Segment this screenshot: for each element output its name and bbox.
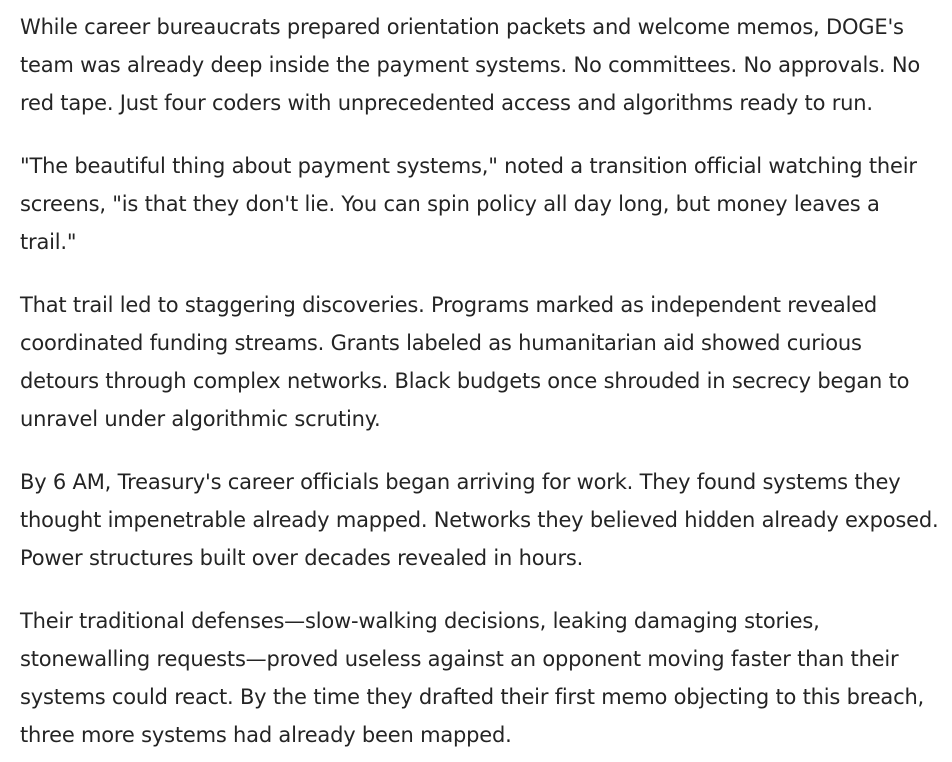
paragraph-3: That trail led to staggering discoveries. Programs marked as independent revealed coordinated funding streams. Grants labeled as humanitarian aid showed curious detours through complex networks. Black budgets once shrouded in secrecy began to unravel under algorithmic scrutiny. (20, 293, 910, 431)
paragraph-2: "The beautiful thing about payment systems," noted a transition official watching their screens, "is that they don't lie. You can spin policy all day long, but money leaves a trail." (20, 154, 917, 254)
paragraph-5: Their traditional defenses—slow-walking decisions, leaking damaging stories, stonewalling requests—proved useless against an opponent moving faster than their systems could react. By the time they drafted their first memo objecting to this breach, three more systems had already been mapped. (20, 609, 925, 747)
paragraph-1: While career bureaucrats prepared orientation packets and welcome memos, DOGE's team was already deep inside the payment systems. No committees. No approvals. No red tape. Just four coders with unprecedented access and algorithms ready to run. (20, 15, 921, 115)
paragraph-4: By 6 AM, Treasury's career officials began arriving for work. They found systems they thought impenetrable already mapped. Networks they believed hidden already exposed. Power structures built over decades revealed in hours. (20, 470, 939, 570)
